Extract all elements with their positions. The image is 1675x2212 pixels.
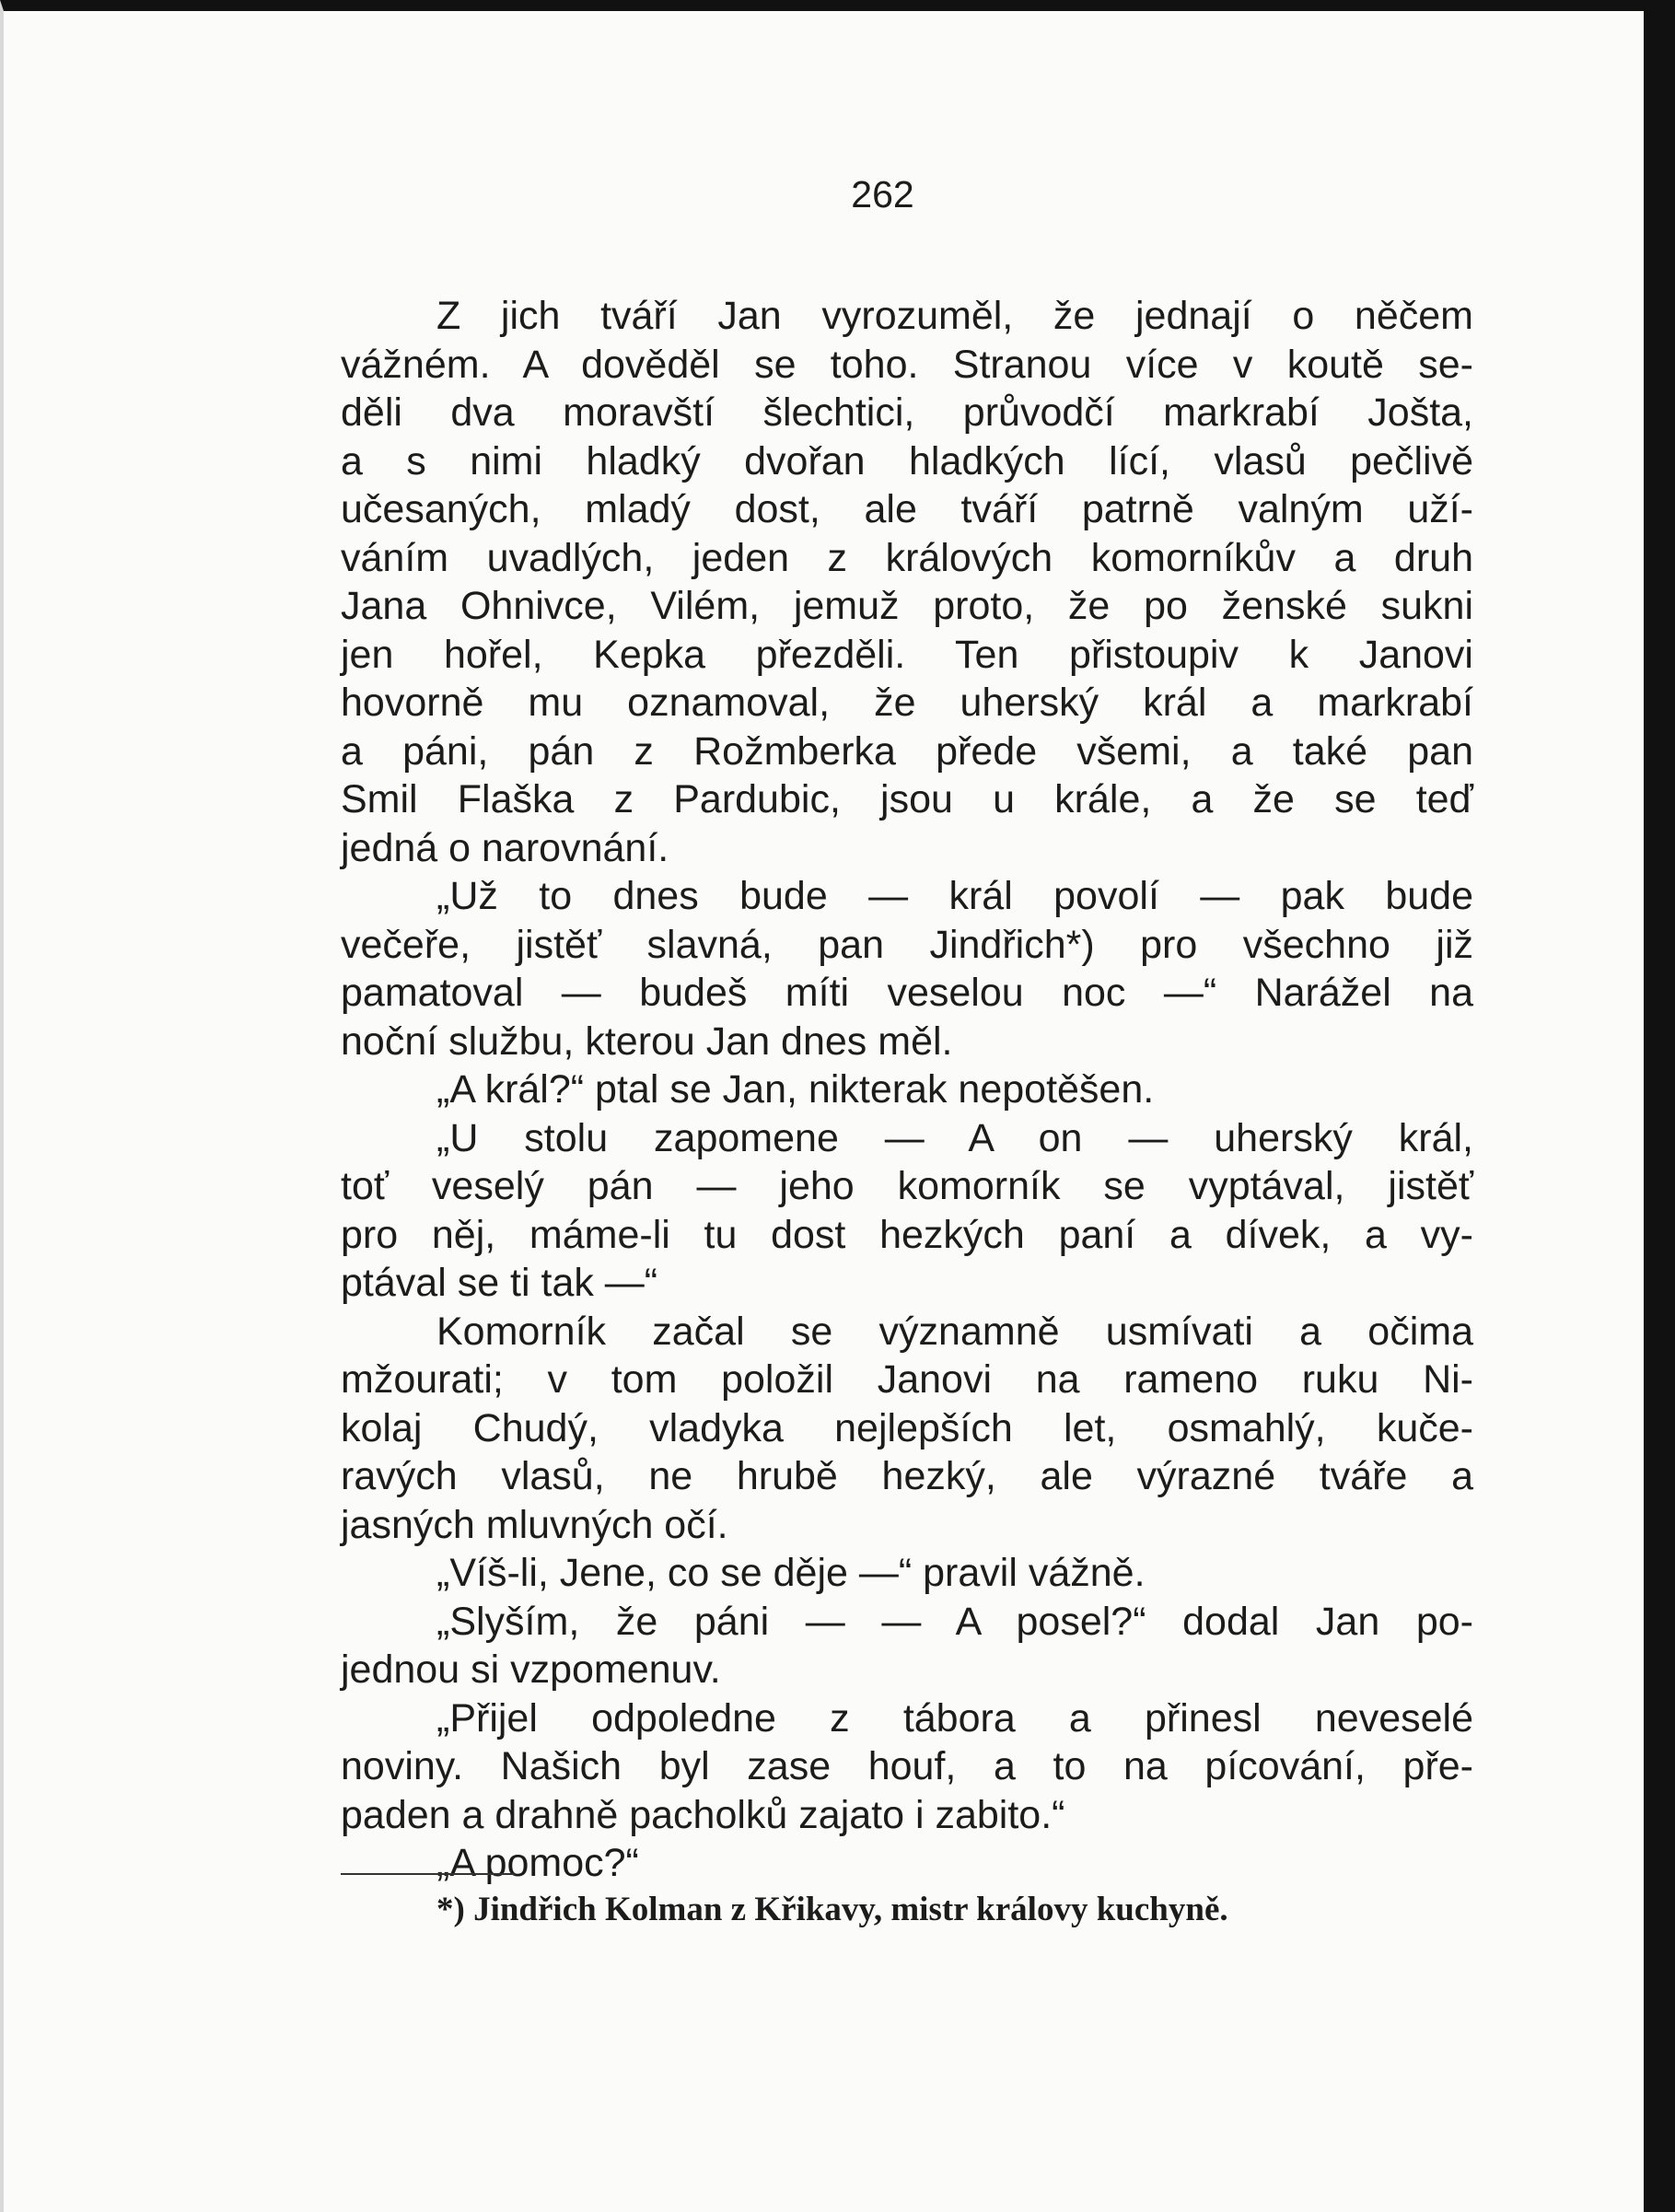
text-line: „Přijel odpoledne z tábora a přinesl neveselé [436,1695,1473,1740]
text-line: Smil Flaška z Pardubic, jsou u krále, a že se teď [341,777,1473,821]
footnote: *) Jindřich Kolman z Křikavy, mistr královy kuchyně. [436,1891,1228,1928]
text-line: jednou si vzpomenuv. [341,1647,721,1692]
text-line: jedná o narovnání. [341,825,669,870]
text-line: a páni, pán z Rožmberka přede všemi, a také pan [341,728,1473,774]
text-line: „Víš-li, Jene, co se děje —“ pravil vážně. [436,1551,1146,1595]
text-line: učesaných, mladý dost, ale tváří patrně valným uží- [341,487,1473,531]
text-line: Jana Ohnivce, Vilém, jemuž proto, že po ženské sukni [341,584,1473,628]
text-line: váním uvadlých, jeden z králových komorníkův a druh [341,535,1473,580]
text-line: ravých vlasů, ne hrubě hezký, ale výrazné tváře a [341,1454,1473,1498]
text-line: noční službu, kterou Jan dnes měl. [341,1019,953,1064]
text-line: jasných mluvných očí. [341,1502,728,1547]
text-line: mžourati; v tom položil Janovi na rameno ruku Ni- [341,1357,1473,1402]
text-line: toť veselý pán — jeho komorník se vyptával, jistěť [341,1164,1473,1208]
text-line: děli dva moravští šlechtici, průvodčí markrabí Jošta, [341,390,1473,435]
text-line: a s nimi hladký dvořan hladkých lící, vlasů pečlivě [341,438,1473,483]
text-line: „Slyším, že páni — — A posel?“ dodal Jan po- [436,1599,1473,1644]
text-line: jen hořel, Kepka přezděli. Ten přistoupiv k Janovi [341,632,1473,677]
text-line: kolaj Chudý, vladyka nejlepších let, osmahlý, kuče- [341,1405,1473,1450]
text-line: pamatoval — budeš míti veselou noc —“ Narážel na [341,971,1473,1015]
text-line: vážném. A dověděl se toho. Stranou více v koutě se- [341,342,1473,387]
text-line: „Už to dnes bude — král povolí — pak bude [436,874,1473,918]
text-line: „A král?“ ptal se Jan, nikterak nepotěšen. [436,1067,1155,1112]
text-line: „A pomoc?“ [436,1841,639,1885]
footnote-separator [341,1873,516,1875]
text-line: pro něj, máme-li tu dost hezkých paní a dívek, a vy- [341,1212,1473,1257]
text-line: Komorník začal se významně usmívati a očima [436,1309,1473,1354]
text-line: „U stolu zapomene — A on — uherský král, [436,1115,1473,1160]
text-line: noviny. Našich byl zase houf, a to na pícování, pře- [341,1744,1473,1788]
text-line: večeře, jistěť slavná, pan Jindřich*) pro všechno již [341,922,1473,967]
text-line: hovorně mu oznamoval, že uherský král a markrabí [341,681,1473,725]
text-line: Z jich tváří Jan vyrozuměl, že jednají o něčem [436,294,1473,338]
text-line: paden a drahně pacholků zajato i zabito.“ [341,1792,1065,1837]
text-line: ptával se ti tak —“ [341,1261,658,1305]
page-number: 262 [851,173,914,215]
body-text [341,292,1473,1888]
